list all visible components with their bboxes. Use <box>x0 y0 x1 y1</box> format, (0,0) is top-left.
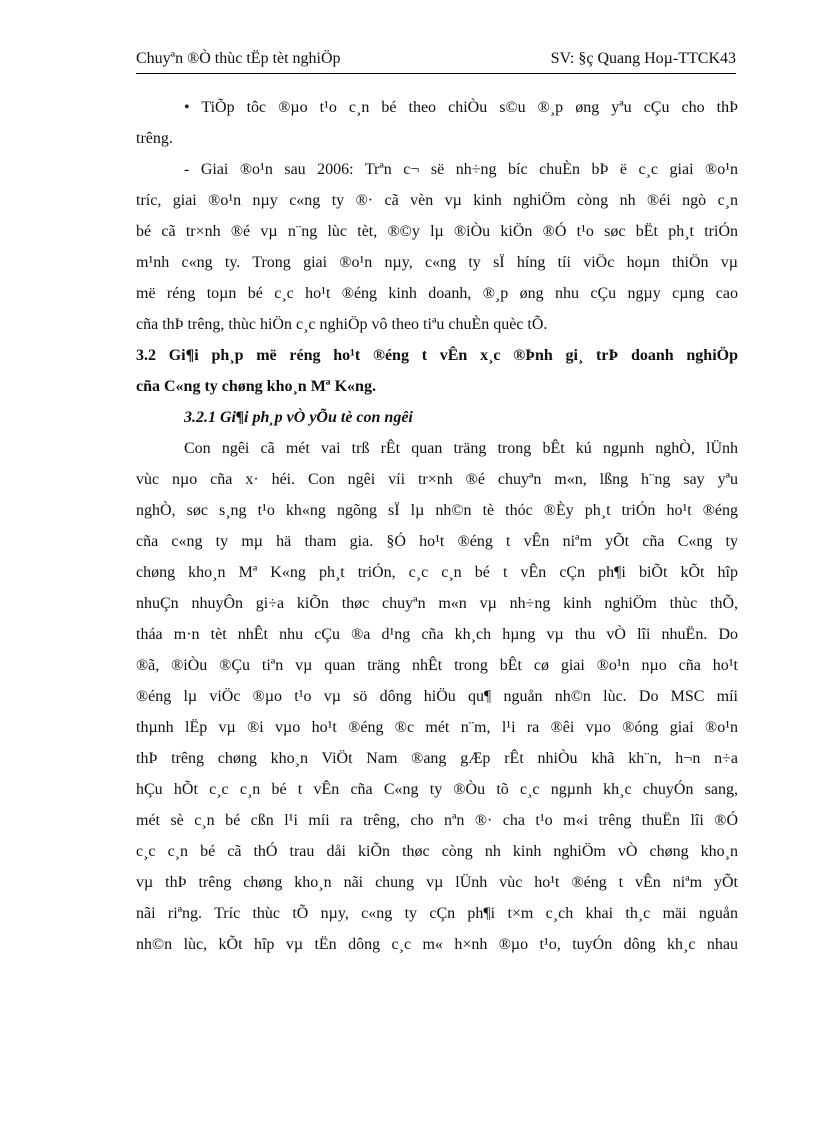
paragraph-line: nghÒ, søc s¸ng t¹o kh«ng ngõng sÏ lµ nh©n tè thóc ®Èy ph¸t triÓn ho¹t ®éng <box>136 502 738 519</box>
paragraph-line: bé cã tr×nh ®é vµ n¨ng lùc tèt, ®©y lµ ®iÒu kiÖn ®Ó t¹o søc bËt ph¸t triÓn <box>136 223 738 240</box>
paragraph-line: thÞ trêng chøng kho¸n ViÖt Nam ®ang gÆp rÊt nhiÒu khã kh¨n, h¬n n÷a <box>136 750 738 767</box>
paragraph-line: cña c«ng ty mµ hä tham gia. §Ó ho¹t ®éng t vÊn niªm yÕt cña C«ng ty <box>136 533 738 550</box>
paragraph-line: tríc, giai ®o¹n nµy c«ng ty ®· cã vèn vµ kinh nghiÖm còng nh ®éi ngò c¸n <box>136 192 738 209</box>
header-document-title: Chuyªn ®Ò thùc tËp tèt nghiÖp <box>136 50 341 67</box>
subsection-heading: 3.2.1 Gi¶i ph¸p vÒ yÕu tè con ngêi <box>184 409 413 426</box>
paragraph-line: m¹nh c«ng ty. Trong giai ®o¹n nµy, c«ng ty sÏ híng tíi viÖc hoµn thiÖn vµ <box>136 254 738 271</box>
paragraph-line: nh©n lùc, kÕt hîp vµ tËn dông c¸c m« h×nh ®µo t¹o, tuyÓn dông kh¸c nhau <box>136 936 738 953</box>
paragraph-line: c¸c c¸n bé cã thÓ trau dåi kiÕn thøc còng nh kinh nghiÖm vÒ chøng kho¸n <box>136 843 738 860</box>
header-divider <box>136 73 736 74</box>
paragraph-line: thµnh lËp vµ ®i vµo ho¹t ®éng ®c mét n¨m, l¹i ra ®êi vµo ®óng giai ®o¹n <box>136 719 738 736</box>
paragraph-line: më réng toµn bé c¸c ho¹t ®éng kinh doanh, ®¸p øng nhu cÇu ngµy cµng cao <box>136 285 738 302</box>
header-student-name: SV: §ç Quang Hoµ-TTCK43 <box>550 50 736 67</box>
paragraph-line: - Giai ®o¹n sau 2006: Trªn c¬ së nh÷ng bíc chuÈn bÞ ë c¸c giai ®o¹n <box>184 161 738 178</box>
paragraph-line: vùc nµo cña x· héi. Con ngêi víi tr×nh ®é chuyªn m«n, lßng h¨ng say yªu <box>136 471 738 488</box>
page-header <box>136 50 736 72</box>
paragraph-line: nhuÇn nhuyÔn gi÷a kiÕn thøc chuyªn m«n vµ nh÷ng kinh nghiÖm thùc thÕ, <box>136 595 738 612</box>
paragraph-line: ®éng lµ viÖc ®µo t¹o vµ sö dông hiÖu qu¶ nguån nh©n lùc. Do MSC míi <box>136 688 738 705</box>
bullet-line-continued: trêng. <box>136 130 173 147</box>
paragraph-line: nãi riªng. Tríc thùc tÕ nµy, c«ng ty cÇn ph¶i t×m c¸ch khai th¸c mäi nguån <box>136 905 738 922</box>
section-heading-line: cña C«ng ty chøng kho¸n Mª K«ng. <box>136 378 376 395</box>
page-body <box>136 92 738 960</box>
paragraph-line: hÇu hÕt c¸c c¸n bé t vÊn cña C«ng ty ®Òu tõ c¸c ngµnh kh¸c chuyÓn sang, <box>136 781 738 798</box>
paragraph-line: tháa m·n tèt nhÊt nhu cÇu ®a d¹ng cña kh¸ch hµng vµ thu vÒ lîi nhuËn. Do <box>136 626 738 643</box>
paragraph-line: Con ngêi cã mét vai trß rÊt quan träng trong bÊt kú ngµnh nghÒ, lÜnh <box>184 440 738 457</box>
paragraph-human-factor <box>136 433 738 960</box>
section-heading <box>136 340 738 402</box>
bullet-line: • TiÕp tôc ®µo t¹o c¸n bé theo chiÒu s©u ®¸p øng yªu cÇu cho thÞ <box>184 99 738 116</box>
section-heading-line: 3.2 Gi¶i ph¸p më réng ho¹t ®éng t vÊn x¸c ®Þnh gi¸ trÞ doanh nghiÖp <box>136 347 738 364</box>
paragraph-line: ®ã, ®iÒu ®Çu tiªn vµ quan träng nhÊt trong bÊt cø giai ®o¹n nµo cña ho¹t <box>136 657 738 674</box>
paragraph-line: vµ thÞ trêng chøng kho¸n nãi chung vµ lÜnh vùc ho¹t ®éng t vÊn niªm yÕt <box>136 874 738 891</box>
paragraph-phase-after-2006 <box>136 154 738 340</box>
paragraph-line: mét sè c¸n bé cßn l¹i míi ra trêng, cho nªn ®· cha t¹o m«i trêng thuËn lîi ®Ó <box>136 812 738 829</box>
paragraph-line: cña thÞ trêng, thùc hiÖn c¸c nghiÖp vô theo tiªu chuÈn quèc tÕ. <box>136 316 548 333</box>
paragraph-line: chøng kho¸n Mª K«ng ph¸t triÓn, c¸c c¸n bé t vÊn cÇn ph¶i biÕt kÕt hîp <box>136 564 738 581</box>
